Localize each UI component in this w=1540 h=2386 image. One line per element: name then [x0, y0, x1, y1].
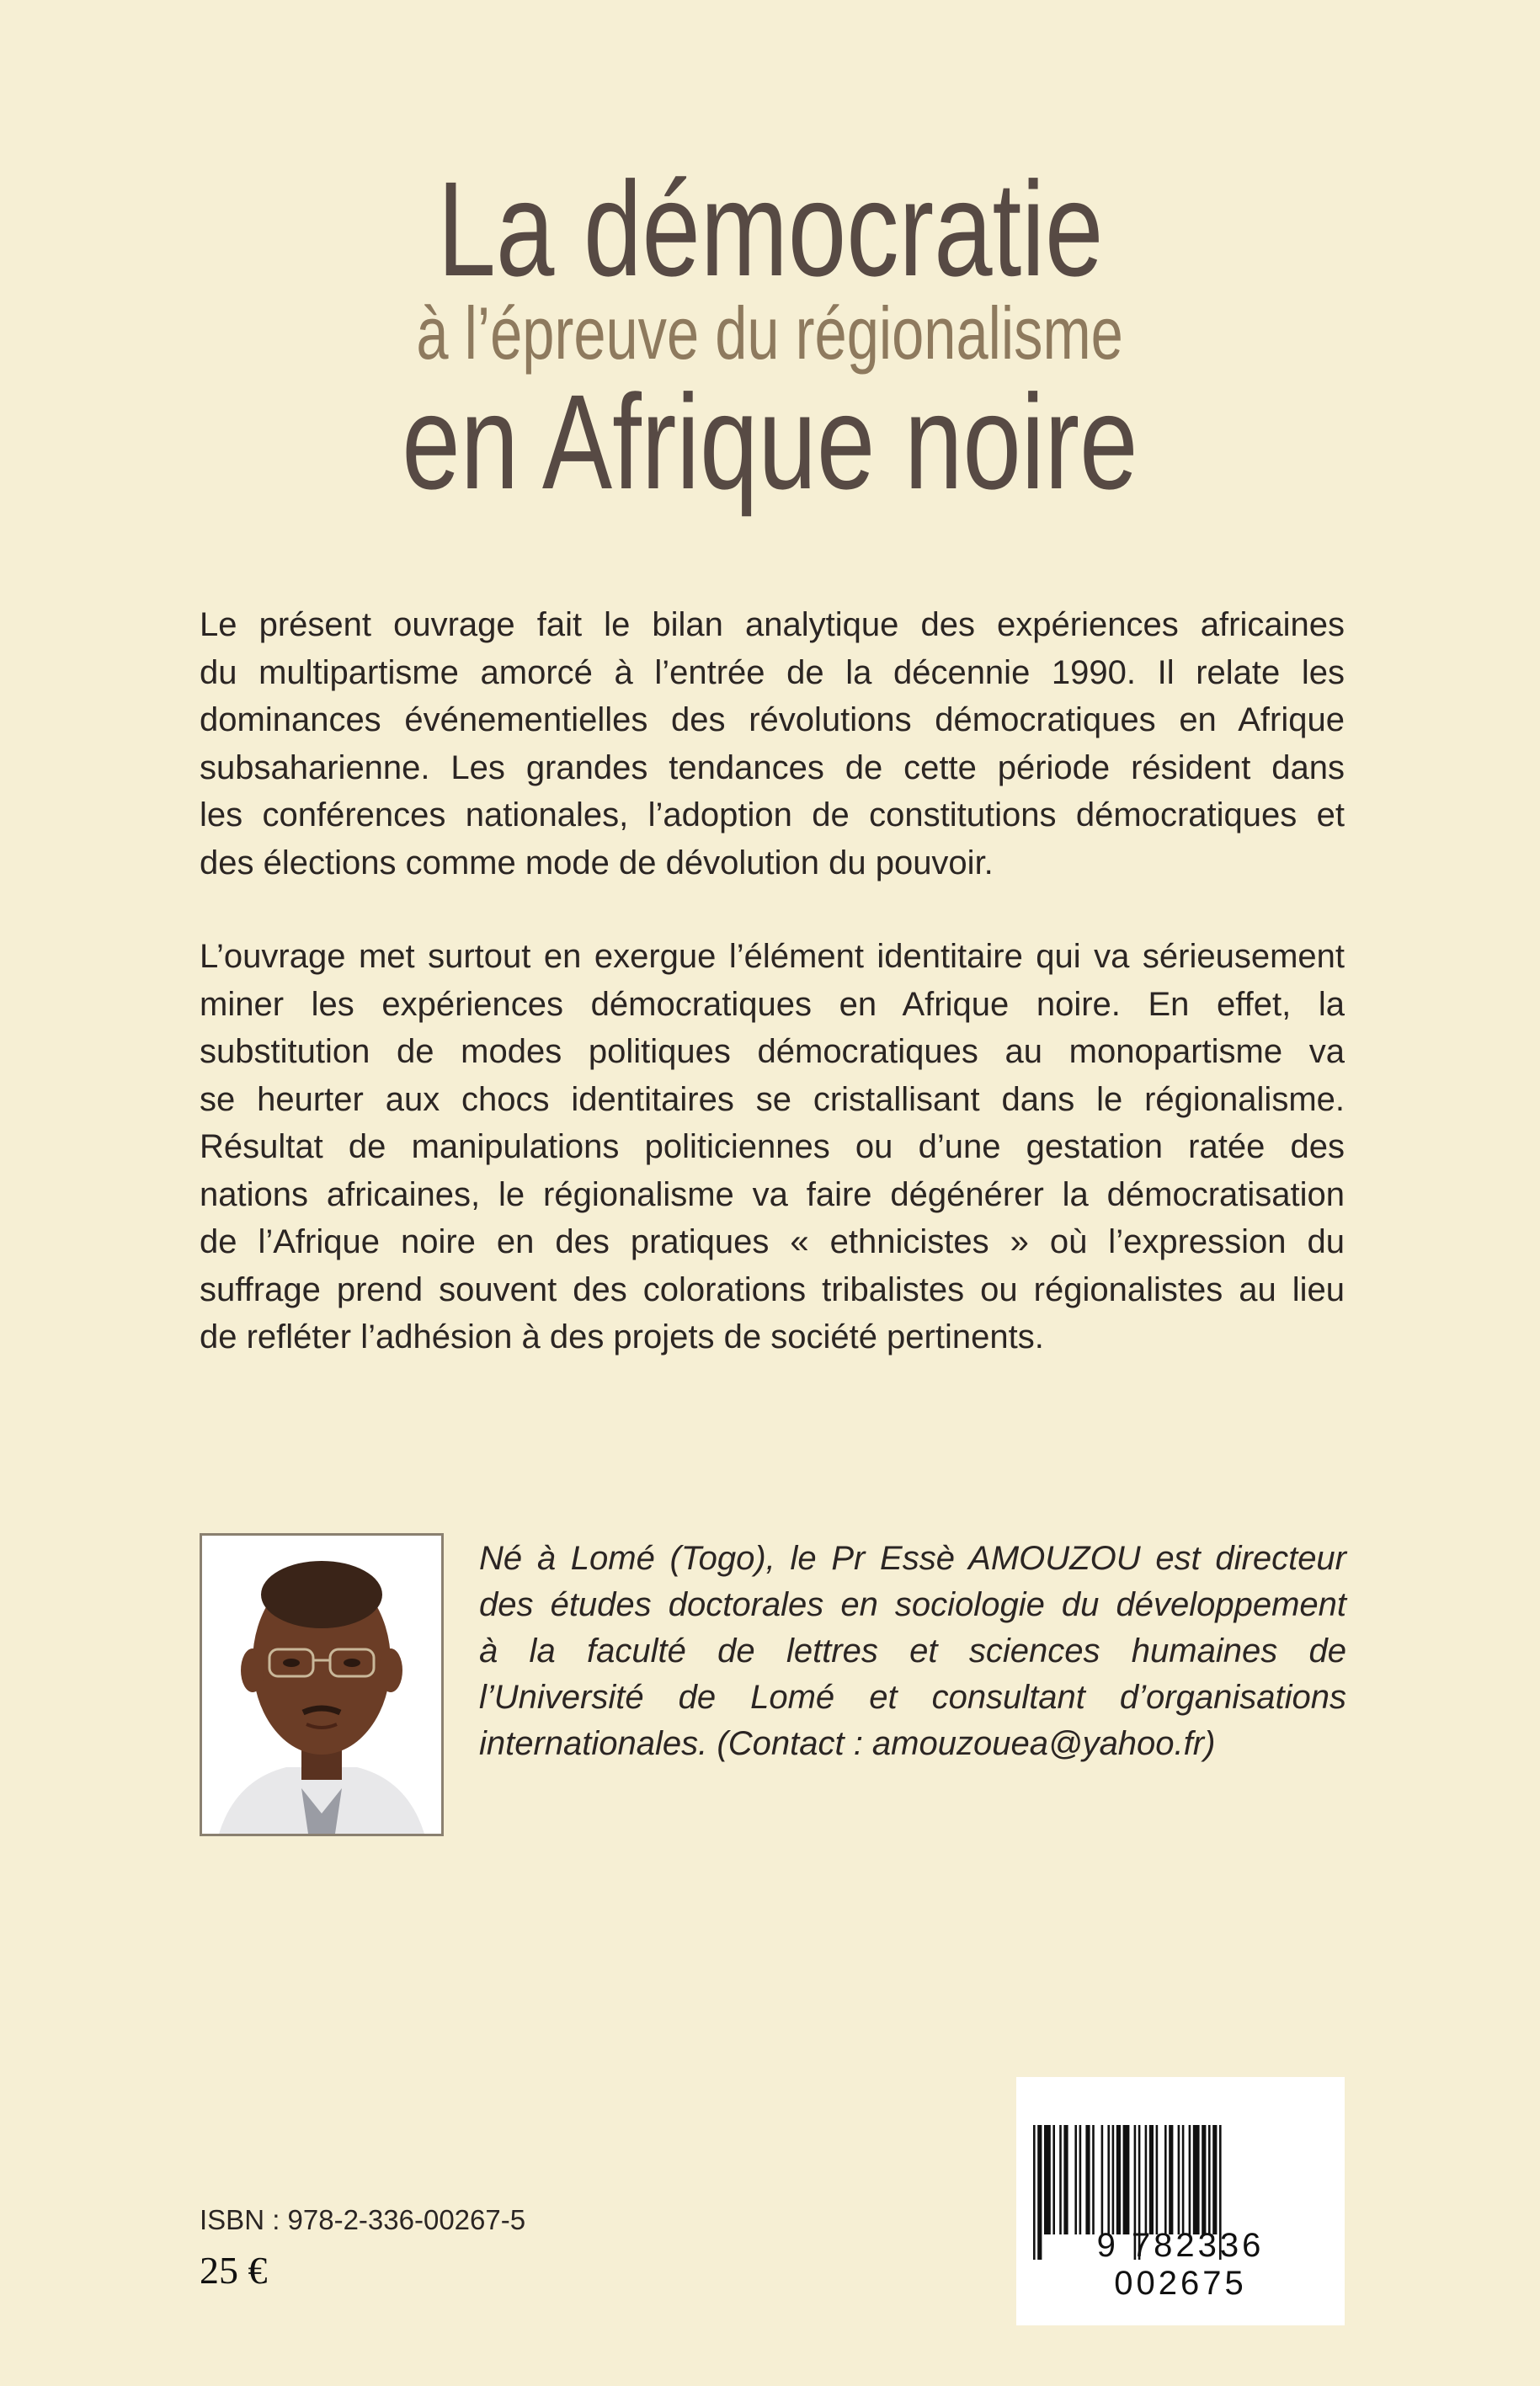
price-label: 25 € [200, 2249, 268, 2292]
title-line-1: La démocratie [437, 153, 1103, 304]
title-line-2: à l’épreuve du régionalisme [416, 291, 1124, 375]
text-line: de refléter l’adhésion à des projets de société pertinents. [200, 1318, 1044, 1355]
text-line: Né à Lomé (Togo), le Pr Essè AMOUZOU est directeur [479, 1540, 1346, 1577]
barcode-bar [1052, 2125, 1055, 2234]
title-region [0, 366, 1540, 517]
barcode-bar [1182, 2125, 1185, 2234]
barcode-bar [1063, 2125, 1068, 2234]
barcode-bar [1112, 2125, 1115, 2234]
author-bio [479, 1536, 1346, 1767]
barcode-bar [1149, 2125, 1154, 2234]
barcode-bar [1212, 2125, 1217, 2234]
text-line: substitution de modes politiques démocratiques au monopartisme va [200, 1033, 1345, 1070]
text-line: des élections comme mode de dévolution du pouvoir. [200, 844, 994, 881]
barcode-bar [1193, 2125, 1200, 2234]
barcode-bar [1156, 2125, 1159, 2234]
summary-paragraph-1 [200, 601, 1345, 887]
barcode-bar [1202, 2125, 1206, 2234]
barcode-bar [1164, 2125, 1167, 2234]
text-line: Le présent ouvrage fait le bilan analytique des expériences africaines [200, 606, 1345, 643]
text-line: Résultat de manipulations politiciennes ou d’une gestation ratée des [200, 1128, 1345, 1165]
text-line: miner les expériences démocratiques en Afrique noire. En effet, la [200, 985, 1345, 1023]
barcode-bar [1189, 2125, 1191, 2234]
text-line: l’Université de Lomé et consultant d’organisations [479, 1679, 1346, 1716]
barcode-bar [1085, 2125, 1090, 2234]
isbn-label: ISBN : 978-2-336-00267-5 [200, 2204, 526, 2235]
barcode-bar [1107, 2125, 1110, 2234]
text-line: L’ouvrage met surtout en exergue l’élément identitaire qui va sérieusement [200, 938, 1345, 975]
barcode-bar [1044, 2125, 1051, 2234]
barcode-bar [1178, 2125, 1180, 2234]
text-line: à la faculté de lettres et sciences humaines de [479, 1632, 1346, 1670]
barcode-bar [1208, 2125, 1211, 2234]
barcode-bar [1116, 2125, 1121, 2234]
text-line: suffrage prend souvent des colorations tribalistes ou régionalistes au lieu [200, 1270, 1345, 1308]
title-line-3: en Afrique noire [402, 366, 1138, 517]
barcode-bar [1101, 2125, 1104, 2234]
barcode-bar [1145, 2125, 1148, 2234]
barcode-bar [1092, 2125, 1095, 2234]
text-line: de l’Afrique noire en des pratiques « ethnicistes » où l’expression du [200, 1223, 1345, 1260]
barcode-bar [1169, 2125, 1173, 2234]
barcode [1016, 2077, 1345, 2325]
text-line: dominances événementielles des révolutions démocratiques en Afrique [200, 701, 1345, 738]
barcode-digits: 9 782336 002675 [1096, 2227, 1265, 2302]
author-photo [200, 1533, 444, 1836]
text-line: des études doctorales en sociologie du développement [479, 1586, 1346, 1623]
barcode-bar [1123, 2125, 1130, 2234]
text-line: internationales. (Contact : amouzouea@yahoo.fr) [479, 1725, 1216, 1762]
text-line: subsaharienne. Les grandes tendances de cette période résident dans [200, 748, 1345, 786]
text-line: nations africaines, le régionalisme va faire dégénérer la démocratisation [200, 1175, 1345, 1213]
barcode-bar [1059, 2125, 1062, 2234]
summary-paragraph-2 [200, 933, 1345, 1361]
title-subtitle [0, 291, 1540, 375]
barcode-bar [1079, 2125, 1082, 2234]
barcode-bar [1074, 2125, 1077, 2234]
text-line: se heurter aux chocs identitaires se cristallisant dans le régionalisme. [200, 1080, 1345, 1118]
text-line: du multipartisme amorcé à l’entrée de la décennie 1990. Il relate les [200, 653, 1345, 691]
author-portrait-icon [202, 1536, 441, 1834]
text-line: les conférences nationales, l’adoption de constitutions démocratiques et [200, 796, 1345, 834]
title-main [0, 153, 1540, 304]
